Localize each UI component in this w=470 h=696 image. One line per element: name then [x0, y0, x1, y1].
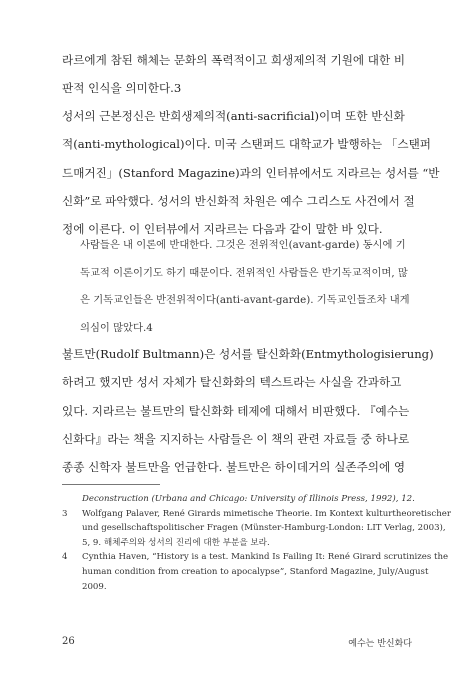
- footnote-divider: [62, 484, 160, 485]
- text-line: 라르에게 참된 해체는 문화의 폭력적이고 희생제의적 기원에 대한 비: [62, 53, 406, 67]
- text-line: 정에 이른다. 이 인터뷰에서 지라르는 다음과 같이 말한 바 있다.: [62, 222, 383, 237]
- quote-line: 독교적 이론이기도 하기 때문이다. 전위적인 사람들은 반기독교적이며, 많: [80, 266, 408, 279]
- text-line: 있다. 지라르는 불트만의 탈신화화 테제에 대해서 비판했다. 『예수는: [62, 403, 410, 418]
- text-line: 성서의 근본정신은 반희생제의적(anti-sacrificial)이며 또한 반신화: [62, 109, 405, 123]
- quote-line: 의심이 많았다.4: [80, 321, 153, 334]
- paragraph-3: [62, 340, 434, 481]
- text-line: 불트만(Rudolf Bultmann)은 성서를 탈신화화(Entmythologisierung): [62, 347, 434, 361]
- text-line: 종종 신학자 불트만을 언급한다. 불트만은 하이데거의 실존주의에 영: [62, 460, 406, 475]
- text-line: 신화”로 파악했다. 성서의 반신화적 차원은 예수 그리스도 사건에서 절: [62, 193, 415, 208]
- block-quote: [80, 232, 414, 342]
- text-line: 적(anti-mythological)이다. 미국 스탠퍼드 대학교가 발행하는 「스탠퍼: [62, 137, 431, 152]
- text-line: 신화다』라는 책을 지지하는 사람들은 이 책의 관련 자료들 중 하나로: [62, 431, 410, 446]
- paragraph-2: [62, 102, 440, 243]
- footnotes: [62, 492, 451, 594]
- footnote-number: 3: [62, 508, 68, 519]
- text-line: 드매거진」(Stanford Magazine)과의 인터뷰에서도 지라르는 성서를 “반: [62, 165, 440, 180]
- text-line: 판적 인식을 의미한다.3: [62, 81, 182, 96]
- footnote-line: 5, 9. 해체주의와 성서의 진리에 대한 부분을 보라.: [82, 537, 270, 548]
- footnote-line: Deconstruction (Urbana and Chicago: University of Illinois Press, 1992), 12.: [82, 494, 415, 504]
- footnote-line: Cynthia Haven, “History is a test. Mankind Is Failing It: René Girard scrutinizes the: [82, 552, 449, 563]
- running-title: 예수는 반신화다: [348, 639, 412, 649]
- page-number: 26: [62, 636, 75, 647]
- paragraph-1: [62, 46, 414, 103]
- quote-line: 사람들은 내 이론에 반대한다. 그것은 전위적인(avant-garde) 동시에 기: [80, 239, 406, 251]
- footnote-line: 2009.: [82, 581, 107, 592]
- text-line: 하려고 했지만 성서 자체가 탈신화화의 텍스트라는 사실을 간과하고: [62, 375, 402, 390]
- footnote-continuation: [62, 492, 414, 507]
- footnote-3: [62, 507, 451, 551]
- footnote-line: human condition from creation to apocalypse”, Stanford Magazine, July/August: [82, 566, 429, 577]
- quote-line: 은 기독교인들은 반전위적이다(anti-avant-garde). 기독교인들조차 내게: [80, 294, 410, 306]
- footnote-4: [62, 550, 449, 594]
- footnote-line: und gesellschaftspolitischer Fragen (Münster-Hamburg-London: LIT Verlag, 2003),: [82, 523, 446, 534]
- footnote-line: Wolfgang Palaver, René Girards mimetische Theorie. Im Kontext kulturtheoretischer: [82, 508, 451, 519]
- footnote-number: 4: [62, 552, 68, 563]
